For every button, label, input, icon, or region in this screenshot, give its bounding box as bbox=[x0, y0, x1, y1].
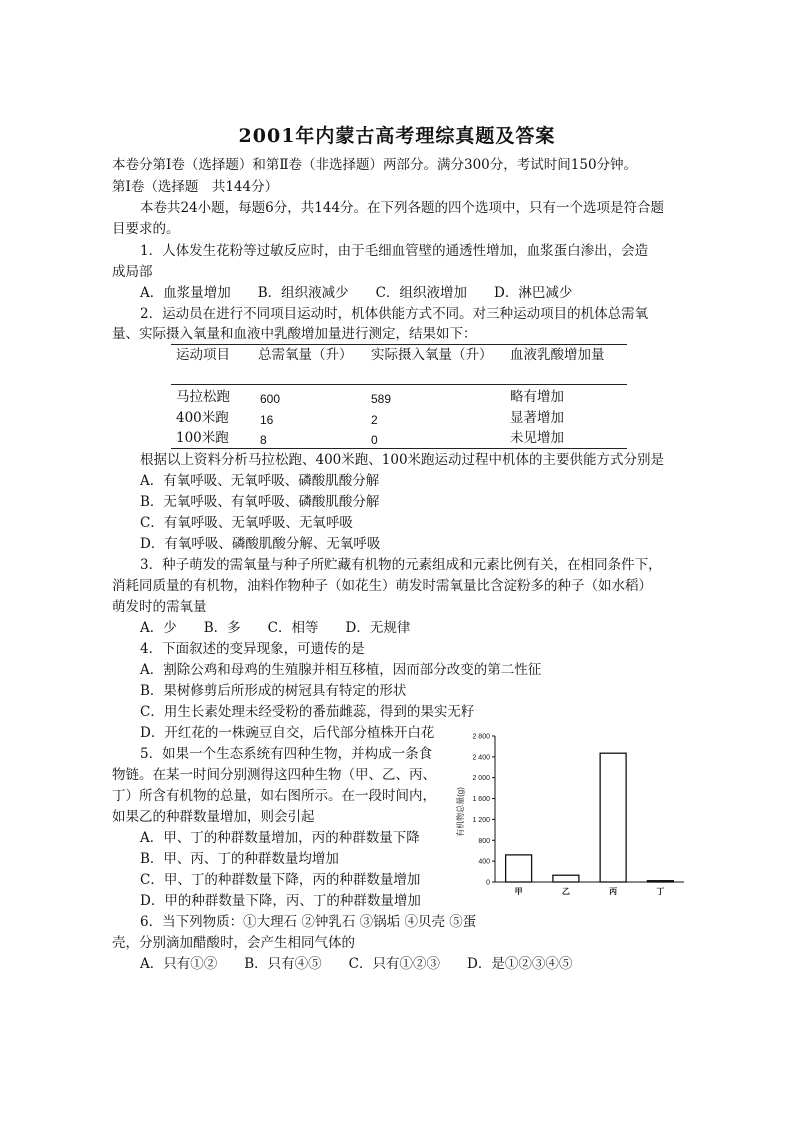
table-cell: 600 bbox=[260, 392, 281, 406]
chart-bar bbox=[600, 753, 626, 882]
table-cell: 400米跑 bbox=[176, 410, 229, 426]
instructions-line-2: 目要求的。 bbox=[112, 221, 180, 237]
q6-stem-1: 6．当下列物质：①大理石 ②钟乳石 ③锅垢 ④贝壳 ⑤蛋 bbox=[140, 914, 477, 930]
q5-option-c: C．甲、丁的种群数量下降，丙的种群数量增加 bbox=[140, 872, 421, 888]
q4-stem: 4．下面叙述的变异现象，可遗传的是 bbox=[140, 641, 365, 657]
q3-stem-1: 3．种子萌发的需氧量与种子所贮藏有机物的元素组成和元素比例有关，在相同条件下， bbox=[140, 557, 662, 573]
table-top-rule bbox=[171, 344, 627, 345]
table-header: 运动项目 bbox=[176, 347, 230, 363]
chart-bar bbox=[506, 855, 532, 882]
chart-y-tick-label: 400 bbox=[478, 858, 490, 866]
q3-stem-3: 萌发时的需氧量 bbox=[112, 599, 207, 615]
chart-y-tick-label: 1 200 bbox=[472, 816, 490, 824]
q2-stem-2: 量、实际摄入氧量和血液中乳酸增加量进行测定，结果如下： bbox=[112, 326, 477, 342]
q2-option-b: B．无氧呼吸、有氧呼吸、磷酸肌酸分解 bbox=[140, 494, 380, 510]
page-title: 2001年内蒙古高考理综真题及答案 bbox=[238, 125, 556, 147]
q1-stem-2: 成局部 bbox=[112, 264, 153, 280]
q2-option-c: C．有氧呼吸、无氧呼吸、无氧呼吸 bbox=[140, 515, 353, 531]
table-cell: 589 bbox=[371, 392, 392, 406]
intro-line: 本卷分第Ⅰ卷（选择题）和第Ⅱ卷（非选择题）两部分。满分300分，考试时间150分钟。 bbox=[112, 157, 638, 173]
chart-y-tick-label: 800 bbox=[478, 837, 490, 845]
table-cell: 2 bbox=[371, 413, 378, 427]
q5-option-d: D．甲的种群数量下降，丙、丁的种群数量增加 bbox=[140, 893, 421, 909]
q3-stem-2: 消耗同质量的有机物，油料作物种子（如花生）萌发时需氧量比含淀粉多的种子（如水稻） bbox=[112, 578, 652, 594]
table-cell: 马拉松跑 bbox=[176, 389, 230, 405]
chart-y-tick-label: 2 800 bbox=[472, 733, 490, 741]
instructions-line-1: 本卷共24小题，每题6分，共144分。在下列各题的四个选项中，只有一个选项是符合题 bbox=[140, 200, 665, 216]
chart-x-tick-label: 乙 bbox=[561, 887, 570, 896]
chart-y-tick-label: 0 bbox=[486, 879, 490, 887]
chart-bar bbox=[647, 881, 673, 882]
table-cell: 未见增加 bbox=[510, 430, 564, 446]
table-header-rule bbox=[171, 384, 627, 385]
table-cell: 100米跑 bbox=[176, 430, 229, 446]
chart-x-tick-label: 丙 bbox=[609, 887, 618, 896]
q6-stem-2: 壳，分别滴加醋酸时，会产生相同气体的 bbox=[112, 935, 355, 951]
table-cell: 略有增加 bbox=[510, 389, 564, 405]
q2-question: 根据以上资料分析马拉松跑、400米跑、100米跑运动过程中机体的主要供能方式分别是 bbox=[140, 452, 665, 468]
table-cell: 16 bbox=[260, 413, 274, 427]
chart-x-tick-label: 甲 bbox=[514, 887, 523, 896]
q2-option-d: D．有氧呼吸、磷酸肌酸分解、无氧呼吸 bbox=[140, 536, 381, 552]
q4-option-d: D．开红花的一株豌豆自交，后代部分植株开白花 bbox=[140, 725, 435, 741]
table-header: 实际摄入氧量（升） bbox=[371, 347, 493, 363]
q3-options: A．少 B．多 C．相等 D．无规律 bbox=[140, 620, 411, 636]
q1-stem-1: 1．人体发生花粉等过敏反应时，由于毛细血管壁的通透性增加，血浆蛋白渗出，会造 bbox=[140, 243, 649, 259]
q2-stem-1: 2．运动员在进行不同项目运动时，机体供能方式不同。对三种运动项目的机体总需氧 bbox=[140, 306, 649, 322]
organic-matter-bar-chart bbox=[452, 728, 692, 900]
table-header: 血液乳酸增加量 bbox=[510, 347, 605, 363]
chart-y-axis-label: 有机物总量(g) bbox=[456, 787, 465, 837]
q5-stem-2: 物链。在某一时间分别测得这四种生物（甲、乙、丙、 bbox=[112, 767, 436, 783]
q5-stem-1: 5．如果一个生态系统有四种生物，并构成一条食 bbox=[140, 746, 433, 762]
table-header: 总需氧量（升） bbox=[258, 347, 353, 363]
q4-option-c: C．用生长素处理未经受粉的番茄雌蕊，得到的果实无籽 bbox=[140, 704, 475, 720]
chart-y-tick-label: 2 400 bbox=[472, 754, 490, 762]
table-cell: 显著增加 bbox=[510, 410, 564, 426]
table-bottom-rule bbox=[171, 448, 627, 449]
q5-option-b: B．甲、丙、丁的种群数量均增加 bbox=[140, 851, 339, 867]
q5-option-a: A．甲、丁的种群数量增加，丙的种群数量下降 bbox=[140, 830, 420, 846]
chart-y-tick-label: 2 000 bbox=[472, 775, 490, 783]
chart-y-tick-label: 1 600 bbox=[472, 796, 490, 804]
q4-option-b: B．果树修剪后所形成的树冠具有特定的形状 bbox=[140, 683, 407, 699]
q5-stem-4: 如果乙的种群数量增加，则会引起 bbox=[112, 809, 315, 825]
q2-option-a: A．有氧呼吸、无氧呼吸、磷酸肌酸分解 bbox=[140, 473, 380, 489]
section-heading: 第Ⅰ卷（选择题 共144分） bbox=[112, 179, 279, 195]
chart-bar bbox=[553, 875, 579, 882]
q1-options: A．血浆量增加 B．组织液减少 C．组织液增加 D．淋巴减少 bbox=[140, 285, 573, 301]
chart-x-tick-label: 丁 bbox=[656, 887, 665, 896]
table-cell: 8 bbox=[260, 433, 267, 447]
q5-stem-3: 丁）所含有机物的总量，如右图所示。在一段时间内， bbox=[112, 788, 436, 804]
q4-option-a: A．割除公鸡和母鸡的生殖腺并相互移植，因而部分改变的第二性征 bbox=[140, 662, 542, 678]
q6-options: A．只有①② B．只有④⑤ C．只有①②③ D．是①②③④⑤ bbox=[140, 956, 573, 972]
table-cell: 0 bbox=[371, 433, 378, 447]
